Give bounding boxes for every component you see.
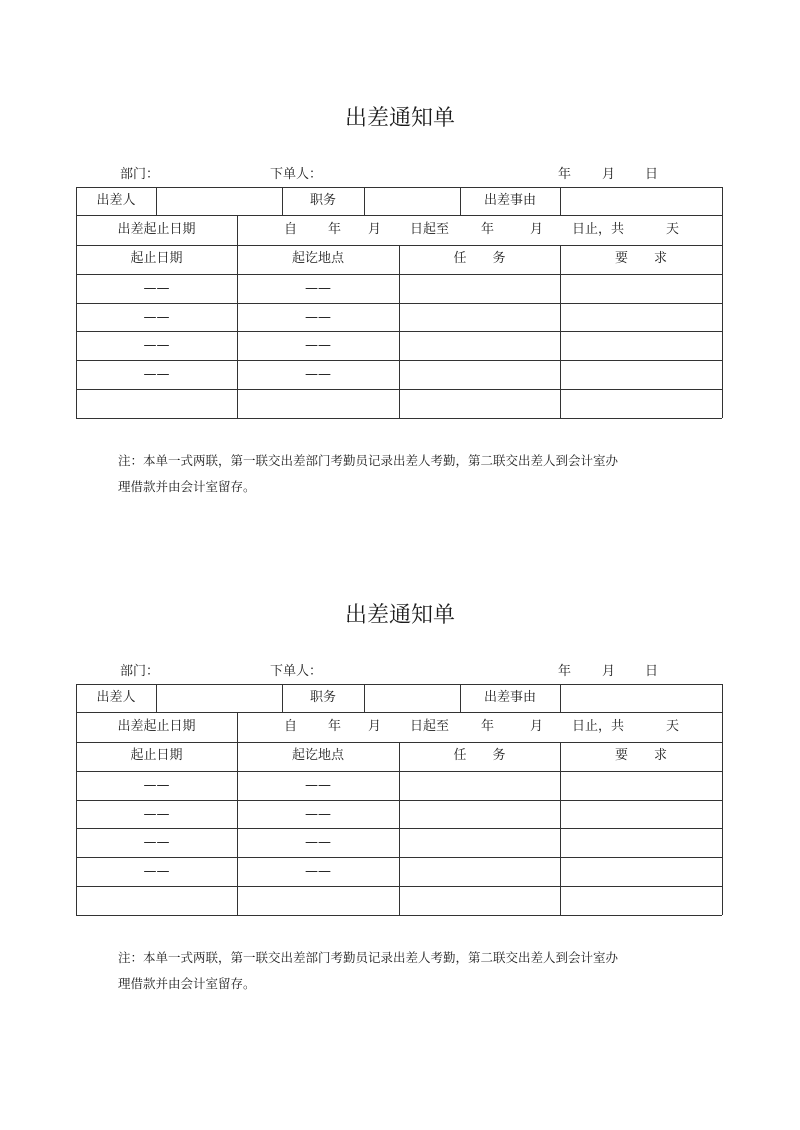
- travel-notice-form: [0, 0, 800, 540]
- blank-placeholder: ——: [143, 338, 170, 353]
- blank-placeholder: ——: [305, 864, 331, 879]
- blank-placeholder: ——: [143, 367, 170, 382]
- end-day-label: 日止，共: [572, 719, 625, 734]
- from-label: 自: [284, 719, 298, 734]
- header-task: 任 务: [453, 251, 506, 266]
- year-label: 年: [558, 664, 572, 679]
- table-rule: [560, 684, 561, 712]
- blank-placeholder: ——: [143, 807, 170, 822]
- table-rule: [156, 187, 157, 215]
- position-label: 职务: [309, 690, 336, 705]
- table-rule: [560, 187, 561, 215]
- note-line-1: 注：本单一式两联，第一联交出差部门考勤员记录出差人考勤，第二联交出差人到会计室办: [118, 950, 619, 965]
- table-rule: [722, 187, 723, 418]
- table-rule: [76, 187, 722, 188]
- day-label: 日: [645, 167, 659, 182]
- table-rule: [364, 187, 365, 215]
- header-requirement: 要 求: [614, 748, 667, 763]
- table-rule: [722, 684, 723, 915]
- table-rule: [237, 712, 238, 742]
- year-label: 年: [558, 167, 572, 182]
- end-year-label: 年: [481, 719, 495, 734]
- days-label: 天: [666, 719, 680, 734]
- blank-placeholder: ——: [143, 864, 170, 879]
- start-month-label: 月: [368, 222, 382, 237]
- travel-notice-form: [0, 497, 800, 1037]
- header-requirement: 要 求: [614, 251, 667, 266]
- blank-placeholder: ——: [305, 338, 331, 353]
- blank-placeholder: ——: [305, 807, 331, 822]
- day-label: 日: [645, 664, 659, 679]
- reason-label: 出差事由: [483, 690, 536, 705]
- blank-placeholder: ——: [143, 310, 170, 325]
- table-rule: [76, 418, 722, 419]
- period-label: 出差起止日期: [117, 222, 196, 237]
- travel-table: [76, 684, 722, 915]
- header-dates: 起止日期: [130, 748, 183, 763]
- start-day-label: 日起至: [410, 222, 450, 237]
- issuer-label: 下单人：: [270, 167, 323, 182]
- position-label: 职务: [309, 193, 336, 208]
- header-dates: 起止日期: [130, 251, 183, 266]
- header-places: 起讫地点: [291, 251, 344, 266]
- blank-placeholder: ——: [305, 281, 331, 296]
- form-note: [118, 448, 738, 500]
- end-day-label: 日止，共: [572, 222, 625, 237]
- traveler-label: 出差人: [96, 193, 136, 208]
- reason-label: 出差事由: [483, 193, 536, 208]
- month-label: 月: [602, 664, 616, 679]
- end-month-label: 月: [530, 719, 544, 734]
- start-day-label: 日起至: [410, 719, 450, 734]
- form-note: [118, 945, 738, 997]
- blank-placeholder: ——: [143, 281, 170, 296]
- start-month-label: 月: [368, 719, 382, 734]
- blank-placeholder: ——: [143, 835, 170, 850]
- header-task: 任 务: [453, 748, 506, 763]
- blank-placeholder: ——: [305, 367, 331, 382]
- end-month-label: 月: [530, 222, 544, 237]
- note-line-1: 注：本单一式两联，第一联交出差部门考勤员记录出差人考勤，第二联交出差人到会计室办: [118, 453, 619, 468]
- table-rule: [76, 915, 722, 916]
- from-label: 自: [284, 222, 298, 237]
- start-year-label: 年: [328, 719, 342, 734]
- issuer-label: 下单人：: [270, 664, 323, 679]
- table-rule: [156, 684, 157, 712]
- form-title: 出差通知单: [344, 603, 455, 628]
- blank-placeholder: ——: [143, 778, 170, 793]
- table-rule: [76, 684, 722, 685]
- department-label: 部门：: [120, 664, 160, 679]
- traveler-label: 出差人: [96, 690, 136, 705]
- department-label: 部门：: [120, 167, 160, 182]
- form-title: 出差通知单: [344, 106, 455, 131]
- header-places: 起讫地点: [291, 748, 344, 763]
- start-year-label: 年: [328, 222, 342, 237]
- month-label: 月: [602, 167, 616, 182]
- note-line-2: 理借款并由会计室留存。: [118, 479, 256, 494]
- blank-placeholder: ——: [305, 778, 331, 793]
- days-label: 天: [666, 222, 680, 237]
- blank-placeholder: ——: [305, 835, 331, 850]
- travel-table: [76, 187, 722, 418]
- blank-placeholder: ——: [305, 310, 331, 325]
- table-rule: [364, 684, 365, 712]
- period-label: 出差起止日期: [117, 719, 196, 734]
- note-line-2: 理借款并由会计室留存。: [118, 976, 256, 991]
- table-rule: [237, 215, 238, 245]
- end-year-label: 年: [481, 222, 495, 237]
